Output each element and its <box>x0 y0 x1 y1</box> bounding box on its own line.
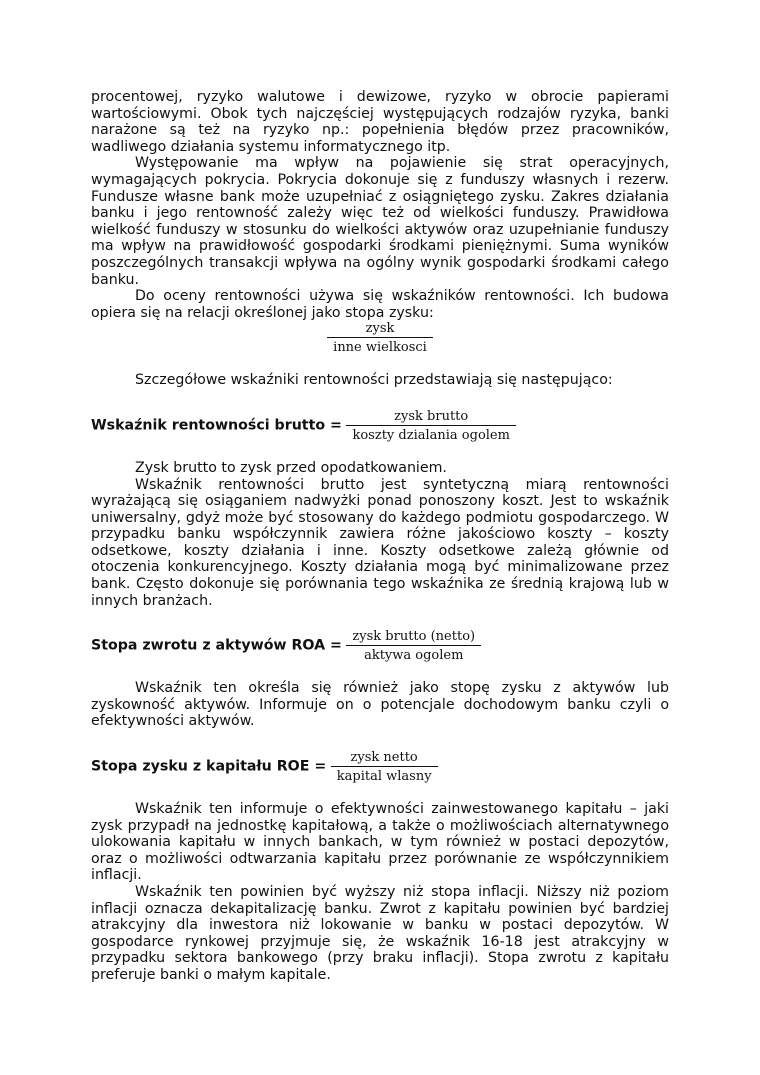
fraction-denominator: koszty dzialania ogolem <box>352 427 510 443</box>
formula-roe <box>91 750 669 784</box>
paragraph-roa-description: Wskaźnik ten określa się również jako stopę zysku z aktywów lub zyskowność aktywów. Informuje on o potencjale dochodowym banku czyli o efektywności aktywów. <box>91 680 669 730</box>
formula-label: Wskaźnik rentowności brutto = <box>91 417 342 434</box>
paragraph-gross-indicator: Wskaźnik rentowności brutto jest syntetyczną miarą rentowności wyrażającą się osiąganiem nadwyżki ponad ponoszony koszt. Jest to wskaźnik uniwersalny, gdyż może być stosowany do każdego podmiotu gospodarczego. W przypadku banku współczynnik zawiera różne jakościowo koszty – koszty odsetkowe, koszty działania i inne. Koszty odsetkowe zależą głównie od otoczenia konkurencyjnego. Koszty działania mogą być minimalizowane przez bank. Często dokonuje się porównania tego wskaźnika ze średnią krajową lub w innych branżach. <box>91 476 669 609</box>
fraction-denominator: kapital wlasny <box>336 769 432 785</box>
paragraph-profitability-intro: Do oceny rentowności używa się wskaźników rentowności. Ich budowa opiera się na relacji określonej jako stopa zysku: <box>91 288 669 321</box>
formula-gross-profitability <box>91 409 669 443</box>
document-page <box>91 89 669 984</box>
paragraph-roe-inflation: Wskaźnik ten powinien być wyższy niż stopa inflacji. Niższy niż poziom inflacji oznacza dekapitalizację banku. Zwrot z kapitału powinien być bardziej atrakcyjny dla inwestora niż lokowanie w banku w postaci depozytów. W gospodarce rynkowej przyjmuje się, że wskaźnik 16-18 jest atrakcyjny w przypadku sektora bankowego (przy braku inflacji). Stopa zwrotu z kapitału preferuje banki o małym kapitale. <box>91 884 669 983</box>
paragraph-gross-profit-definition: Zysk brutto to zysk przed opodatkowaniem. <box>135 459 447 476</box>
formula-roa <box>91 629 669 663</box>
paragraph-risk-types: procentowej, ryzyko walutowe i dewizowe, ryzyko w obrocie papierami wartościowymi. Obok tych najczęściej występujących rodzajów ryzyka, banki narażone są też na ryzyko np.: popełnienia błędów przez pracowników, wadliwego działania systemu informatycznego itp. <box>91 89 669 155</box>
fraction-roe <box>331 750 438 784</box>
fraction-numerator: zysk netto <box>331 750 438 767</box>
paragraph-roe-description: Wskaźnik ten informuje o efektywności zainwestowanego kapitału – jaki zysk przypadł na jednostkę kapitałową, a także o możliwościach alternatywnego ulokowania kapitału w innych bankach, w tym również w postaci depozytów, oraz o możliwości odtwarzania kapitału przez porównanie ze współczynnikiem inflacji. <box>91 801 669 884</box>
paragraph-detailed-indicators: Szczegółowe wskaźniki rentowności przedstawiają się następująco: <box>135 372 613 389</box>
fraction-numerator: zysk <box>327 321 433 338</box>
fraction-gross <box>346 409 515 443</box>
fraction-profit-rate <box>327 321 433 355</box>
fraction-numerator: zysk brutto (netto) <box>346 629 481 646</box>
paragraph-operational-losses: Występowanie ma wpływ na pojawienie się strat operacyjnych, wymagających pokrycia. Pokrycia dokonuje się z funduszy własnych i rezerw. Fundusze własne bank może uzupełniać z osiągniętego zysku. Zakres działania banku i jego rentowność zależy więc też od wielkości funduszy. Prawidłowa wielkość funduszy w stosunku do wielkości aktywów oraz uzupełnianie funduszy ma wpływ na prawidłowość gospodarki środkami pieniężnymi. Suma wyników poszczególnych transakcji wpływa na ogólny wynik gospodarki środkami całego banku. <box>91 155 669 288</box>
formula-label: Stopa zwrotu z aktywów ROA = <box>91 637 342 654</box>
formula-label: Stopa zysku z kapitału ROE = <box>91 758 327 775</box>
fraction-denominator: inne wielkosci <box>333 340 427 356</box>
fraction-roa <box>346 629 481 663</box>
fraction-numerator: zysk brutto <box>346 409 515 426</box>
fraction-denominator: aktywa ogolem <box>364 648 464 664</box>
formula-profit-rate <box>91 321 669 355</box>
